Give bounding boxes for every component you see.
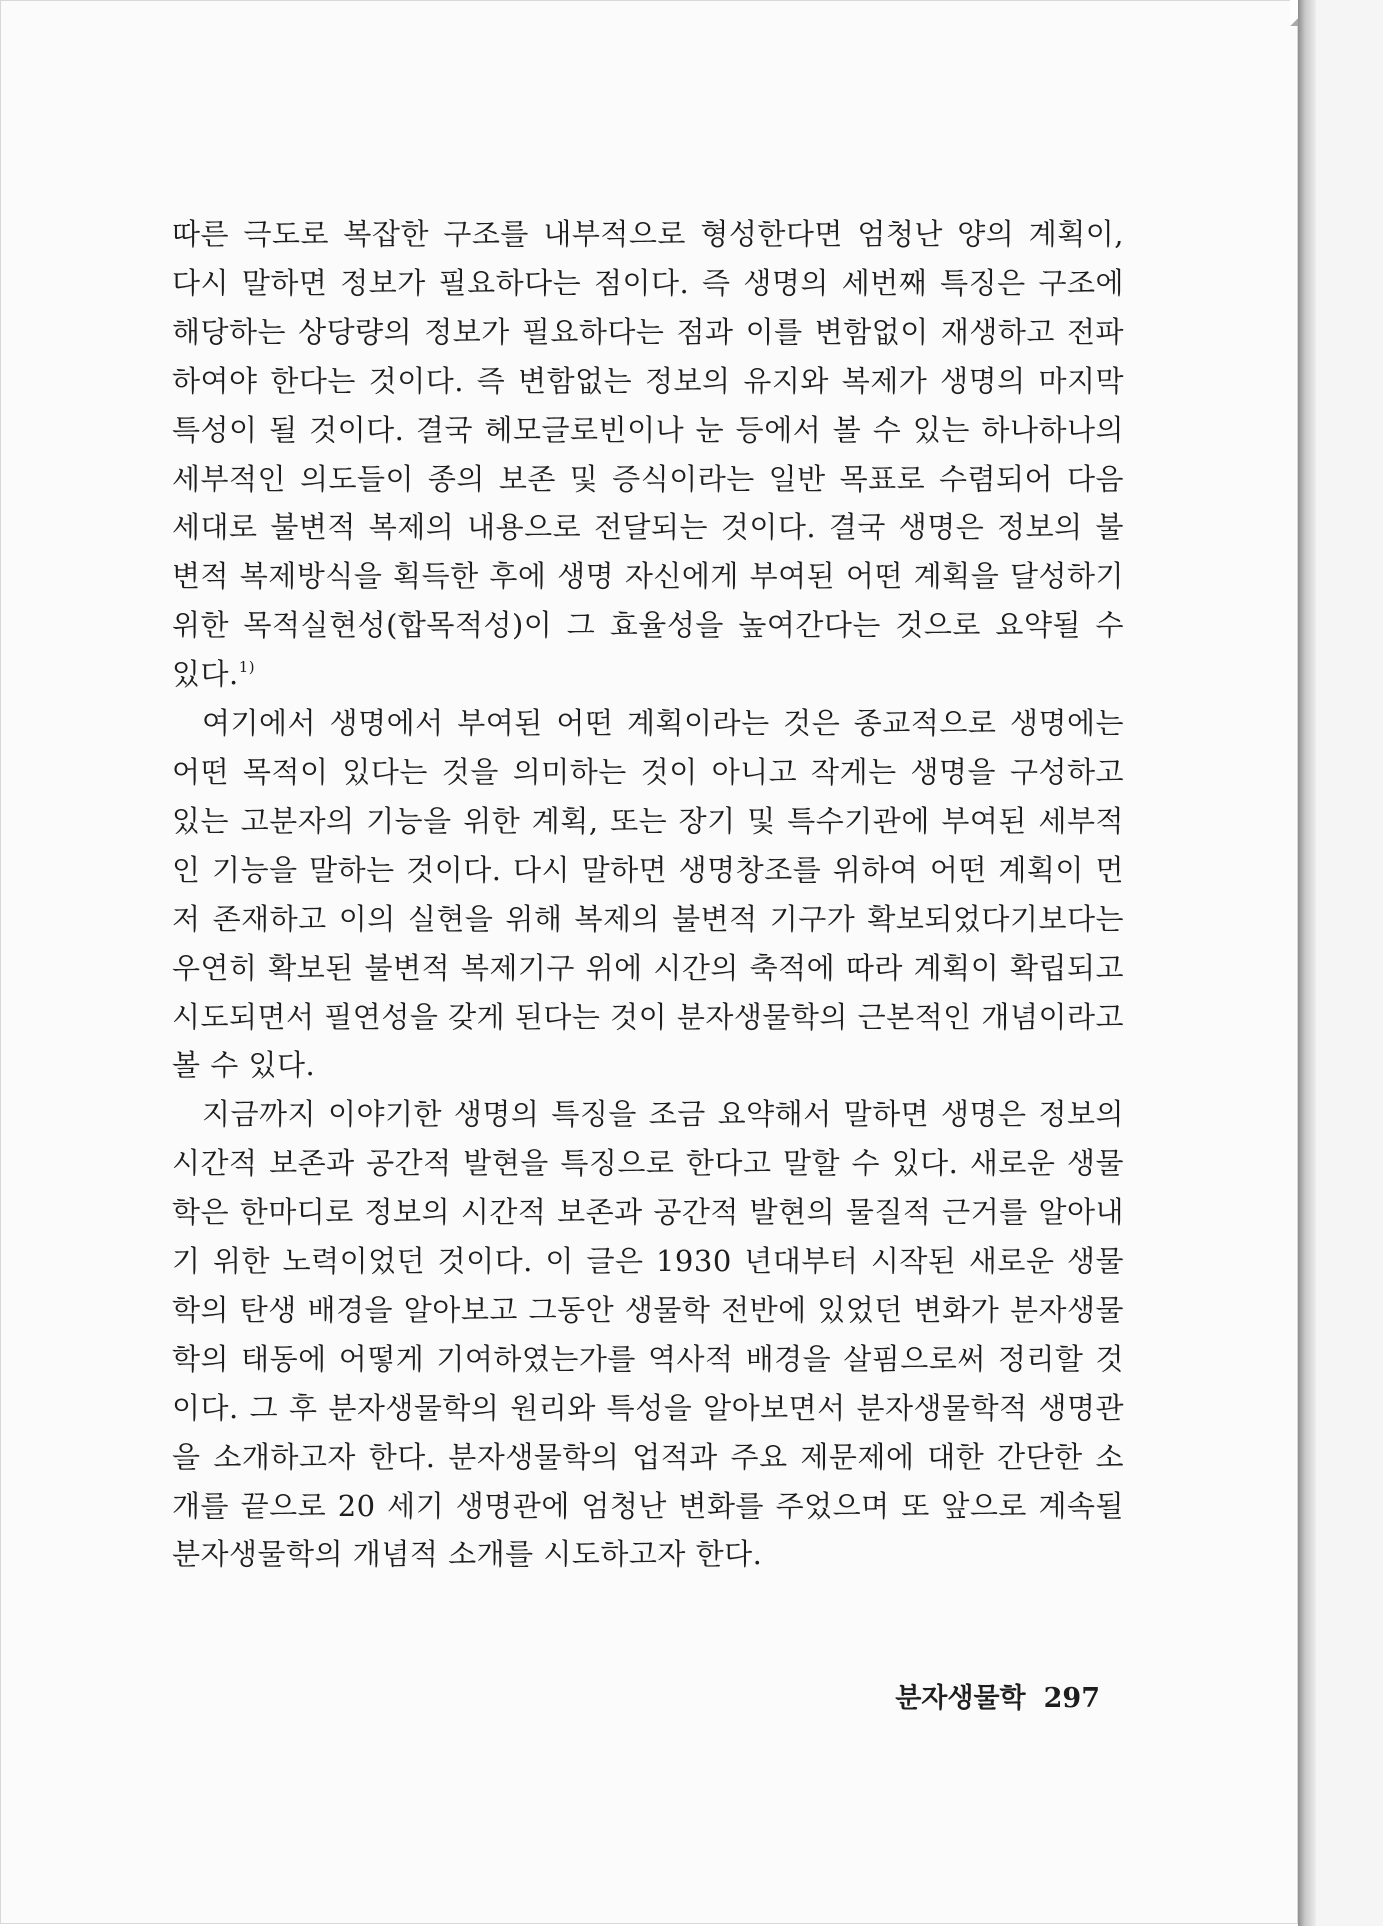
scan-background	[1316, 0, 1383, 1926]
paragraph-1-text: 따른 극도로 복잡한 구조를 내부적으로 형성한다면 엄청난 양의 계획이, 다시 말하면 정보가 필요하다는 점이다. 즉 생명의 세번째 특징은 구조에 해당하는 상당량의 정보가 필요하다는 점과 이를 변함없이 재생하고 전파하여야 한다는 것이다. 즉 변함없는 정보의 유지와 복제가 생명의 마지막 특성이 될 것이다. 결국 헤모글로빈이나 눈 등에서 볼 수 있는 하나하나의 세부적인 의도들이 종의 보존 및 증식이라는 일반 목표로 수렴되어 다음 세대로 불변적 복제의 내용으로 전달되는 것이다. 결국 생명은 정보의 불변적 복제방식을 획득한 후에 생명 자신에게 부여된 어떤 계획을 달성하기 위한 목적실현성(합목적성)이 그 효율성을 높여간다는 것으로 요약될 수 있다.	[172, 217, 1124, 692]
page-number: 297	[1043, 1683, 1100, 1714]
footnote-marker: 1)	[238, 658, 256, 677]
running-title: 분자생물학	[895, 1683, 1026, 1714]
paragraph-1	[172, 210, 1124, 699]
paragraph-3: 지금까지 이야기한 생명의 특징을 조금 요약해서 말하면 생명은 정보의 시간적 보존과 공간적 발현을 특징으로 한다고 말할 수 있다. 새로운 생물학은 한마디로 정보의 시간적 보존과 공간적 발현의 물질적 근거를 알아내기 위한 노력이었던 것이다. 이 글은 1930 년대부터 시작된 새로운 생물학의 탄생 배경을 알아보고 그동안 생물학 전반에 있었던 변화가 분자생물학의 태동에 어떻게 기여하였는가를 역사적 배경을 살핌으로써 정리할 것이다. 그 후 분자생물학의 원리와 특성을 알아보면서 분자생물학적 생명관을 소개하고자 한다. 분자생물학의 업적과 주요 제문제에 대한 간단한 소개를 끝으로 20 세기 생명관에 엄청난 변화를 주었으며 또 앞으로 계속될 분자생물학의 개념적 소개를 시도하고자 한다.	[172, 1097, 1124, 1572]
paragraph-2: 여기에서 생명에서 부여된 어떤 계획이라는 것은 종교적으로 생명에는 어떤 목적이 있다는 것을 의미하는 것이 아니고 작게는 생명을 구성하고 있는 고분자의 기능을 위한 계획, 또는 장기 및 특수기관에 부여된 세부적인 기능을 말하는 것이다. 다시 말하면 생명창조를 위하여 어떤 계획이 먼저 존재하고 이의 실현을 위해 복제의 불변적 기구가 확보되었다기보다는 우연히 확보된 불변적 복제기구 위에 시간의 축적에 따라 계획이 확립되고 시도되면서 필연성을 갖게 된다는 것이 분자생물학의 근본적인 개념이라고 볼 수 있다.	[172, 706, 1124, 1083]
page-edge-shadow	[1298, 0, 1316, 1926]
page-footer	[880, 1676, 1100, 1715]
body-text	[172, 210, 1124, 1579]
